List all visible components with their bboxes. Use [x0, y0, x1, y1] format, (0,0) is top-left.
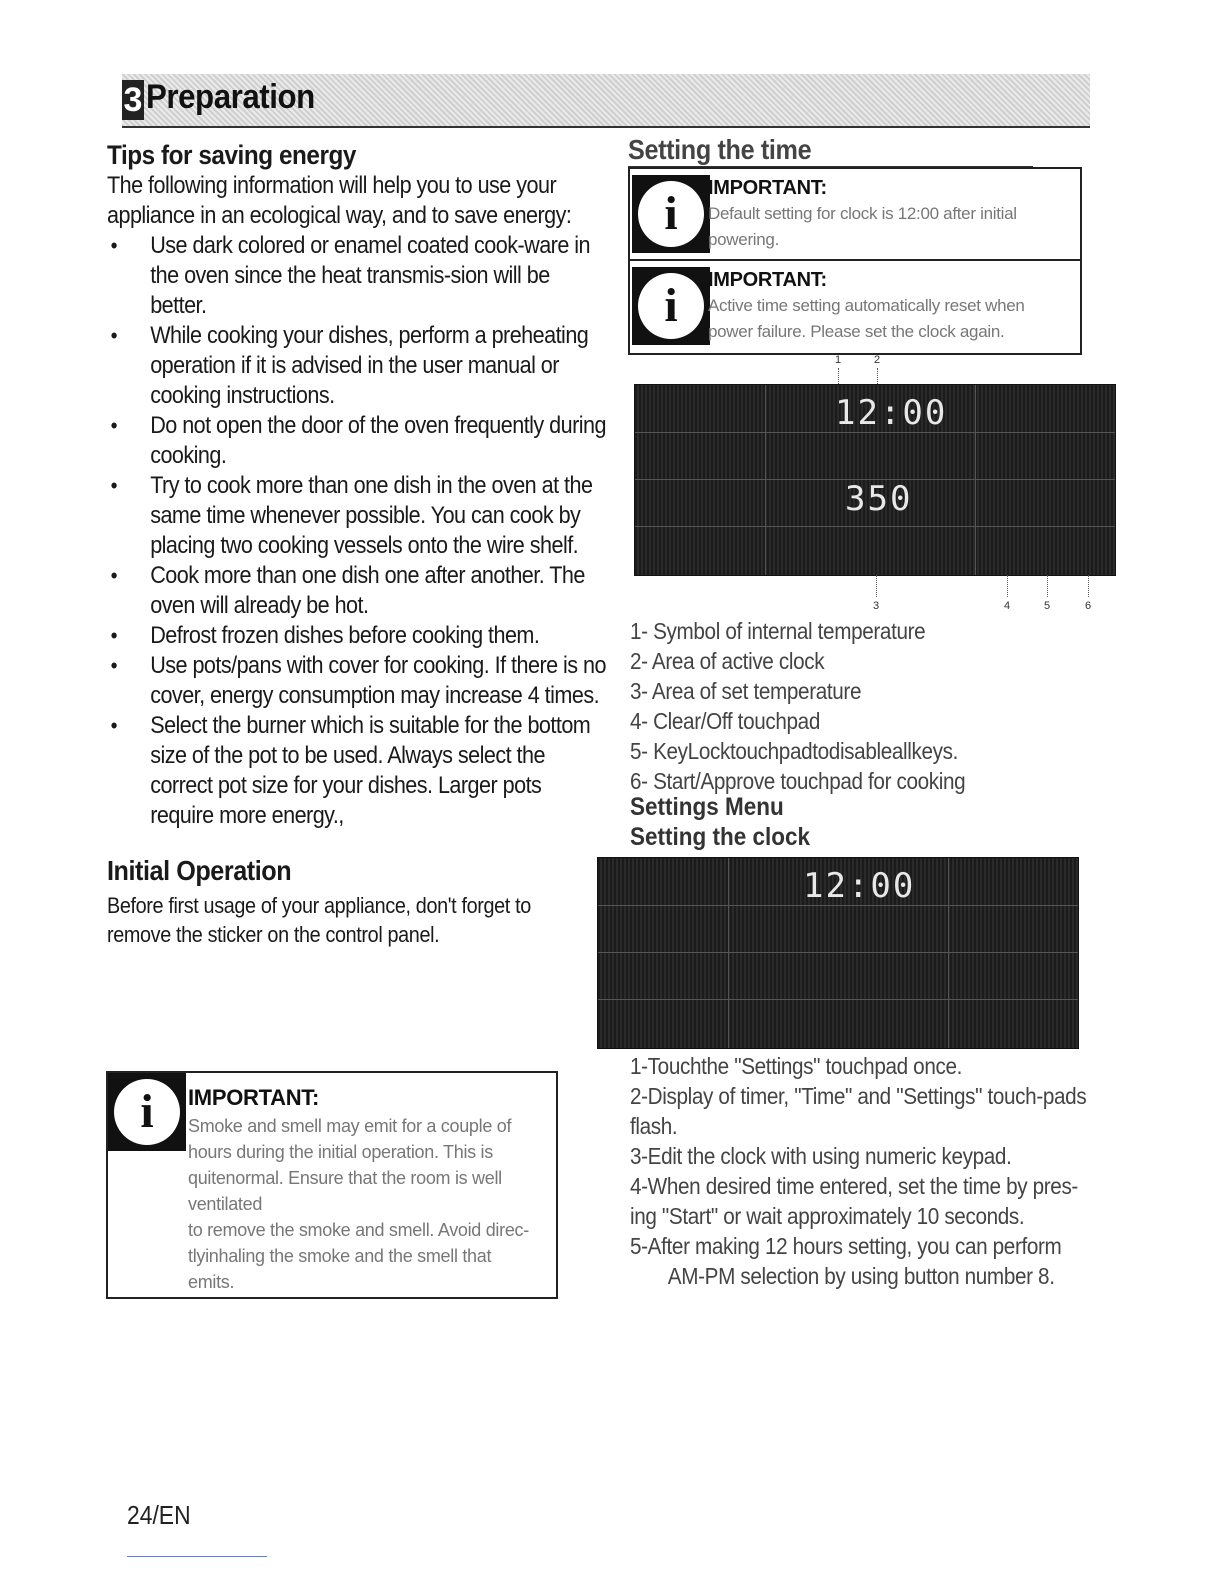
clock-setting-steps [630, 1051, 1150, 1291]
tips-list [107, 231, 606, 831]
important-notice-power-failure [630, 261, 1080, 351]
tip-item: • While cooking your dishes, perform a preheating operation if it is advised in the user manual or cooking instructions. [107, 321, 609, 411]
tips-heading: Tips for saving energy [107, 140, 356, 170]
setting-clock-heading: Setting the clock [630, 823, 811, 851]
legend-item: 4- Clear/Off touchpad [630, 708, 820, 734]
initial-operation-text: Before first usage of your appliance, don't forget to remove the sticker on the control panel. [107, 893, 531, 947]
panel-grid-line [635, 526, 1115, 527]
important-line: Smoke and smell may emit for a couple of [188, 1116, 512, 1136]
important-text [708, 293, 1068, 345]
callout-line [1007, 575, 1009, 597]
page-number: 24/EN [127, 1500, 191, 1530]
tip-item: • Use dark colored or enamel coated cook-ware in the oven since the heat transmis-sion will be better. [107, 231, 609, 321]
step-item: 1-Touchthe "Settings" touchpad once. [630, 1053, 963, 1079]
tip-item: • Cook more than one dish one after another. The oven will already be hot. [107, 561, 609, 621]
important-notice-smoke [106, 1071, 558, 1299]
important-line: quitenormal. Ensure that the room is well [188, 1168, 502, 1188]
legend-item: 3- Area of set temperature [630, 678, 862, 704]
panel-grid-line [598, 999, 1078, 1000]
important-line: Default setting for clock is 12:00 after initial [708, 204, 1017, 223]
important-title: IMPORTANT: [708, 177, 827, 199]
callout-line [877, 368, 879, 384]
step-item: 2-Display of timer, "Time" and "Settings" touch-pads flash. [630, 1083, 1087, 1139]
footer-rule [127, 1556, 267, 1557]
important-title: IMPORTANT: [708, 269, 827, 291]
control-panel-image [634, 384, 1116, 576]
tip-item: • Do not open the door of the oven frequently during cooking. [107, 411, 609, 471]
important-text [708, 201, 1068, 253]
section-header-bar [122, 74, 1090, 128]
important-text [188, 1113, 548, 1295]
important-line: powering. [708, 230, 780, 249]
callout-number: 4 [1004, 600, 1011, 612]
important-line: tlyinhaling the smoke and the smell that [188, 1246, 492, 1266]
tip-item: • Defrost frozen dishes before cooking them. [107, 621, 609, 651]
tip-item: • Select the burner which is suitable for the bottom size of the pot to be used. Always select the correct pot size for your dishes. Larger pots require more energy., [107, 711, 609, 831]
important-line: Active time setting automatically reset when [708, 296, 1025, 315]
callout-number: 2 [874, 354, 881, 366]
right-column [628, 134, 1118, 168]
control-panel-image-settings [597, 857, 1079, 1049]
important-notice-stack [628, 167, 1082, 355]
info-i-icon: i [632, 175, 710, 253]
section-title: Preparation [146, 78, 315, 116]
callout-number: 3 [873, 600, 880, 612]
important-notice-default-clock [630, 169, 1080, 261]
panel-grid-line [975, 385, 976, 575]
step-item: 4-When desired time entered, set the time by pres-ing "Start" or wait approximately 10 seconds. [630, 1173, 1078, 1229]
important-line: ventilated [188, 1194, 263, 1214]
important-line: power failure. Please set the clock again. [708, 322, 1005, 341]
settings-menu-heading: Settings Menu [630, 793, 784, 821]
panel-grid-line [728, 858, 729, 1048]
callout-line [876, 575, 878, 597]
legend-item: 1- Symbol of internal temperature [630, 618, 926, 644]
initial-operation-heading: Initial Operation [107, 855, 292, 886]
important-line: emits. [188, 1272, 235, 1292]
tips-intro: The following information will help you to use your appliance in an ecological way, and to save energy: [107, 172, 572, 229]
tip-item: • Try to cook more than one dish in the oven at the same time whenever possible. You can cook by placing two cooking vessels onto the wire shelf. [107, 471, 609, 561]
panel-grid-line [948, 858, 949, 1048]
section-number: 3 [123, 81, 143, 119]
left-column [107, 140, 606, 949]
temperature-display: 350 [845, 479, 913, 519]
clock-display: 12:00 [803, 866, 916, 906]
panel-grid-line [598, 952, 1078, 953]
important-title: IMPORTANT: [188, 1085, 320, 1110]
legend-item: 2- Area of active clock [630, 648, 825, 674]
callout-number: 1 [835, 354, 842, 366]
callout-line [838, 368, 840, 384]
clock-display: 12:00 [835, 393, 948, 433]
legend-item: 5- KeyLocktouchpadtodisableallkeys. [630, 738, 959, 764]
important-line: hours during the initial operation. This is [188, 1142, 493, 1162]
callout-number: 6 [1085, 600, 1092, 612]
legend-item: 6- Start/Approve touchpad for cooking [630, 768, 966, 794]
step-item: 5-After making 12 hours setting, you can perform [630, 1233, 1062, 1259]
tip-item: • Use pots/pans with cover for cooking. If there is no cover, energy consumption may increase 4 times. [107, 651, 609, 711]
callout-line [1088, 575, 1090, 597]
panel-grid-line [765, 385, 766, 575]
callout-number: 5 [1044, 600, 1051, 612]
callout-line [1047, 575, 1049, 597]
info-i-icon: i [632, 267, 710, 345]
panel-legend [630, 616, 1003, 796]
step-item: AM-PM selection by using button number 8. [667, 1263, 1055, 1289]
setting-time-heading: Setting the time [628, 134, 1033, 168]
step-item: 3-Edit the clock with using numeric keypad. [630, 1143, 1012, 1169]
important-line: to remove the smoke and smell. Avoid direc- [188, 1220, 529, 1240]
info-i-icon: i [108, 1073, 186, 1151]
